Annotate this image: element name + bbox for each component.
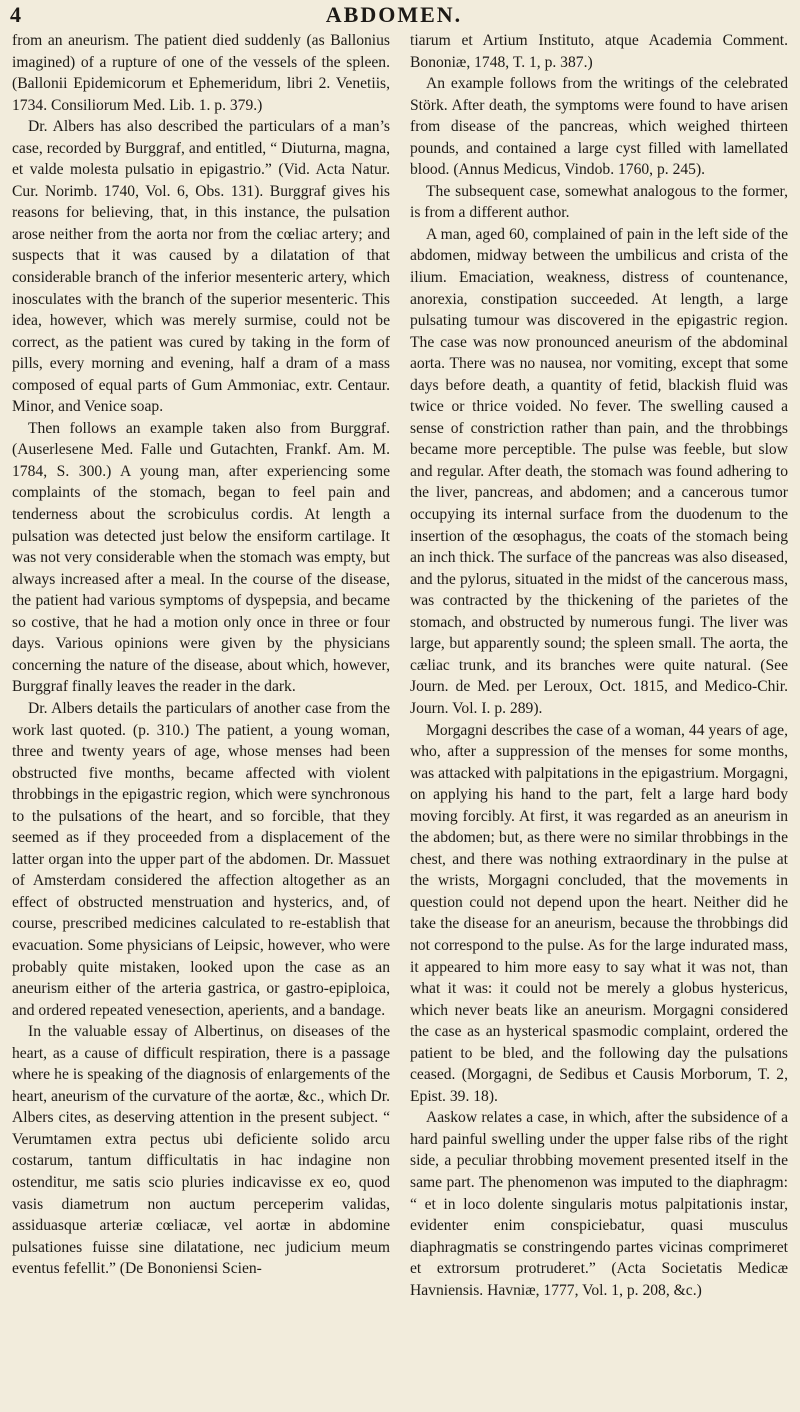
paragraph: from an aneurism. The patient died suddenly (as Ballonius imagined) of a rupture of one of the vessels of the spleen. (Ballonii Epidemicorum et Ephemeridum, libri 2. Venetiis, 1734. Consiliorum Med. Lib. 1. p. 379.) [12, 32, 390, 114]
paragraph: Dr. Albers has also described the particulars of a man’s case, recorded by Burggraf, and entitled, “ Diuturna, magna, et valde molesta pulsatio in epigastrio.” (Vid. Acta Natur. Cur. Norimb. 1740, Vol. 6, Obs. 131). Burggraf gives his reasons for believing, that, in this instance, the pulsation arose neither from the aorta nor from the cœliac artery; and suspects that it was caused by a dilatation of that considerable branch of the inferior mesenteric artery, which inosculates with the branch of the superior mesenteric. This idea, however, which was merely surmise, could not be correct, as the patient was cured by taking in the form of pills, every morning and evening, half a dram of a mass composed of equal parts of Gum Ammoniac, extr. Centaur. Minor, and Venice soap. [12, 118, 390, 416]
page-header [6, 0, 782, 30]
paragraph: In the valuable essay of Albertinus, on diseases of the heart, as a cause of difficult respiration, there is a passage where he is speaking of the diagnosis of enlargements of the heart, aneurism of the curvature of the aortæ, &c., which Dr. Albers cites, as deserving attention in the present subject. “ Verumtamen extra pectus ubi deficiente solido arcu costarum, tantum difficultatis in hac indagine non ostenditur, me satis scio pluries indicavisse ex eo, quod vasis diametrum non auctum perceperim validas, assiduasque arteriæ cœliacæ, vel aortæ in abdomine pulsationes fuisse sine dilatatione, nec judicium meum eventus fefellit.” (De Bononiensi Scien- [12, 1023, 390, 1278]
paragraph: Then follows an example taken also from Burggraf. (Auserlesene Med. Falle und Gutachten, Frankf. Am. M. 1784, S. 300.) A young man, after experiencing some complaints of the stomach, began to feel pain and tenderness about the scrobiculus cordis. At length a pulsation was detected just below the ensiform cartilage. It was not very considerable when the stomach was empty, but always increased after a meal. In the course of the disease, the patient had various symptoms of dyspepsia, and became so costive, that he had a motion only once in three or four days. Various opinions were given by the physicians concerning the nature of the disease, about which, however, Burggraf finally leaves the reader in the dark. [12, 419, 390, 696]
paragraph: Dr. Albers details the particulars of another case from the work last quoted. (p. 310.) The patient, a young woman, three and twenty years of age, whose menses had been obstructed five months, became affected with violent throbbings in the epigastric region, which were synchronous to the pulsations of the heart, and so forcible, that they seemed as if they proceeded from a displacement of the latter organ into the upper part of the abdomen. Dr. Massuet of Amsterdam considered the affection altogether as an effect of obstructed menstruation and hysterics, and, of course, prescribed medicines calculated to re-establish that evacuation. Some physicians of Leipsic, however, who were probably quite mistaken, looked upon the case as an aneurism either of the arteria gastrica, or gastro-epiploica, and ordered repeated venesection, aperients, and a bandage. [12, 699, 390, 1019]
page-number: 4 [10, 2, 21, 27]
paragraph: tiarum et Artium Instituto, atque Academia Comment. Bononiæ, 1748, T. 1, p. 387.) [410, 32, 788, 71]
paragraph: The subsequent case, somewhat analogous to the former, is from a different author. [410, 182, 788, 222]
paragraph: Morgagni describes the case of a woman, 44 years of age, who, after a suppression of the menses for some months, was attacked with palpitations in the epigastrium. Morgagni, on applying his hand to the part, felt a large hard body moving forcibly. At first, it was regarded as an aneurism in the abdomen; but, as there were no similar throbbings in the chest, and there was nothing extraordinary in the pulse at the wrists, Morgagni concluded, that the movements in question could not depend upon the heart. Neither did he take the disease for an aneurism, because the throbbings did not correspond to the pulse. As for the large indurated mass, it appeared to him more easy to say what it was not, than what it was: it could not be merely a globus hystericus, which never beats like an aneurism. Morgagni considered the case as an hysterical spasmodic complaint, ordered the patient to be bled, and the following day the pulsations ceased. (Morgagni, de Sedibus et Causis Morborum, T. 2, Epist. 39. 18). [410, 721, 788, 1105]
running-title: ABDOMEN. [325, 2, 463, 27]
paragraph: An example follows from the writings of the celebrated Störk. After death, the symptoms were found to have arisen from disease of the pancreas, which weighed thirteen pounds, and contained a large cyst filled with lamellated blood. (Annus Medicus, Vindob. 1760, p. 245). [410, 75, 788, 179]
paragraph: A man, aged 60, complained of pain in the left side of the abdomen, midway between the umbilicus and crista of the ilium. Emaciation, weakness, distress of countenance, anorexia, constipation succeeded. At length, a large pulsating tumour was discovered in the epigastric region. The case was now pronounced aneurism of the abdominal aorta. There was no nausea, nor vomiting, except that some days before death, a quantity of fetid, blackish fluid was twice or thrice voided. No fever. The swelling caused a sense of constriction rather than pain, and the throbbings became more perceptible. The pulse was feeble, but slow and regular. After death, the stomach was found adhering to the liver, pancreas, and abdomen; and a cancerous tumor occupying its internal surface from the duodenum to the insertion of the œsophagus, the coats of the stomach being an inch thick. The surface of the pancreas was also diseased, and the pylorus, situated in the midst of the cancerous mass, was contracted by the thickening of the parietes of the stomach, and obstructed by numerous fungi. The liver was large, but apparently sound; the spleen small. The aorta, the cæliac trunk, and its branches were quite natural. (See Journ. de Med. per Leroux, Oct. 1815, and Medico-Chir. Journ. Vol. I. p. 289). [410, 225, 788, 717]
paragraph: Aaskow relates a case, in which, after the subsidence of a hard painful swelling under the upper false ribs of the right side, a peculiar throbbing movement presented itself in the same part. The phenomenon was imputed to the diaphragm: “ et in loco dolente singularis motus palpitationis instar, evidenter enim conspiciebatur, quasi musculus diaphragmatis se constringendo partes vicinas comprimeret et extrorsum protruderet.” (Acta Societatis Medicæ Havniensis. Havniæ, 1777, Vol. 1, p. 208, &c.) [410, 1109, 788, 1299]
right-column [410, 30, 788, 1390]
left-column [12, 30, 390, 1390]
